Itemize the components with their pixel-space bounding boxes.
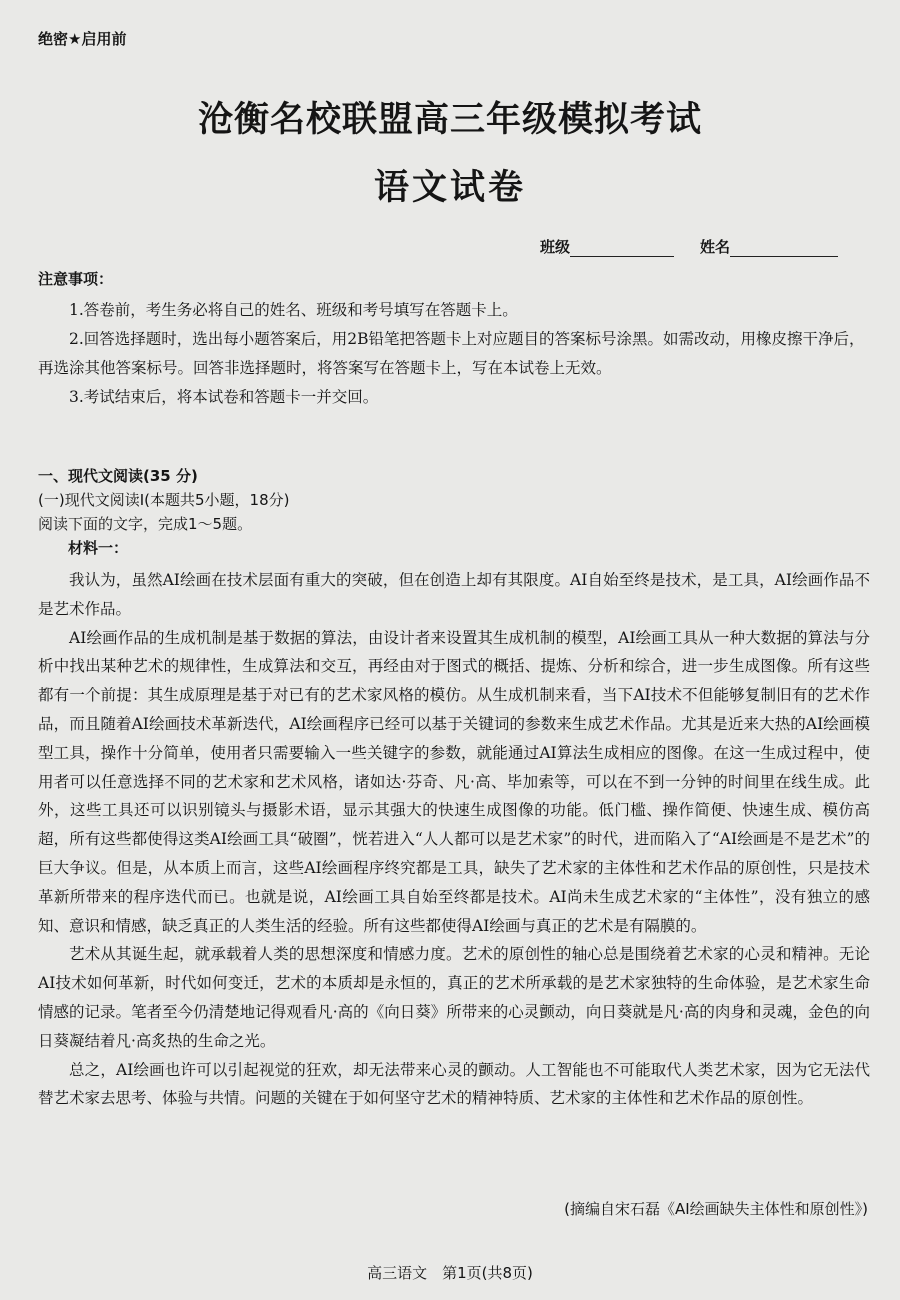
notice-list [38, 296, 868, 412]
notice-heading: 注意事项： [38, 270, 114, 288]
article-paragraph: AI绘画作品的生成机制是基于数据的算法，由设计者来设置其生成机制的模型，AI绘画工具从一种大数据的算法与分析中找出某种艺术的规律性，生成算法和交互，再经由对于图式的概括、提炼、分析和综合，进一步生成图像。所有这些都有一个前提：其生成原理是基于对已有的艺术家风格的模仿。从生成机制来看，当下AI技术不但能够复制旧有的艺术作品，而且随着AI绘画技术革新迭代，AI绘画程序已经可以基于关键词的参数来生成艺术作品。尤其是近来大热的AI绘画模型工具，操作十分简单，使用者只需要输入一些关键字的参数，就能通过AI算法生成相应的图像。在这一生成过程中，使用者可以任意选择不同的艺术家和艺术风格，诸如达·芬奇、凡·高、毕加索等，可以在不到一分钟的时间里在线生成。此外，这些工具还可以识别镜头与摄影术语，显示其强大的快速生成图像的功能。低门槛、操作简便、快速生成、模仿高超，所有这些都使得这类AI绘画工具“破圈”，恍若进入“人人都可以是艺术家”的时代，进而陷入了“AI绘画是不是艺术”的巨大争议。但是，从本质上而言，这些AI绘画程序终究都是工具，缺失了艺术家的主体性和艺术作品的原创性，只是技术革新所带来的程序迭代而已。也就是说，AI绘画工具自始至终都是技术。AI尚未生成艺术家的“主体性”，没有独立的感知、意识和情感，缺乏真正的人类生活的经验。所有这些都使得AI绘画与真正的艺术是有隔膜的。 [38, 628, 870, 935]
article-paragraph: 艺术从其诞生起，就承载着人类的思想深度和情感力度。艺术的原创性的轴心总是围绕着艺术家的心灵和精神。无论AI技术如何革新，时代如何变迁，艺术的本质却是永恒的，真正的艺术所承载的是艺术家独特的生命体验，是艺术家生命情感的记录。笔者至今仍清楚地记得观看凡·高的《向日葵》所带来的心灵颤动，向日葵就是凡·高的肉身和灵魂，金色的向日葵凝结着凡·高炙热的生命之光。 [38, 945, 870, 1050]
class-field[interactable] [540, 236, 674, 257]
material-label: 材料一： [68, 539, 129, 557]
section-subtitle: (一)现代文阅读Ⅰ(本题共5小题，18分) [38, 491, 290, 509]
page-footer: 高三语文 第1页(共8页) [367, 1264, 533, 1282]
notice-item: 2.回答选择题时，选出每小题答案后，用2B铅笔把答题卡上对应题目的答案标号涂黑。如需改动，用橡皮擦干净后，再选涂其他答案标号。回答非选择题时，将答案写在答题卡上，写在本试卷上无效。 [38, 330, 865, 377]
article-source: (摘编自宋石磊《AI绘画缺失主体性和原创性》) [564, 1200, 868, 1218]
name-label: 姓名 [700, 238, 731, 256]
exam-title: 沧衡名校联盟高三年级模拟考试 [197, 100, 702, 140]
secret-label: 绝密★启用前 [38, 30, 127, 48]
article-body [38, 566, 870, 1113]
class-blank[interactable] [570, 240, 674, 257]
notice-item: 1.答卷前，考生务必将自己的姓名、班级和考号填写在答题卡上。 [69, 301, 518, 319]
student-info-fields [540, 236, 838, 257]
exam-subtitle: 语文试卷 [373, 168, 526, 208]
section-title: 一、现代文阅读(35 分) [38, 467, 198, 485]
name-blank[interactable] [730, 240, 838, 257]
article-paragraph: 总之，AI绘画也许可以引起视觉的狂欢，却无法带来心灵的颤动。人工智能也不可能取代人类艺术家，因为它无法代替艺术家去思考、体验与共情。问题的关键在于如何坚守艺术的精神特质、艺术家的主体性和艺术作品的原创性。 [38, 1060, 870, 1108]
class-label: 班级 [540, 238, 571, 256]
notice-item: 3.考试结束后，将本试卷和答题卡一并交回。 [69, 388, 379, 406]
article-paragraph: 我认为，虽然AI绘画在技术层面有重大的突破，但在创造上却有其限度。AI自始至终是技术，是工具，AI绘画作品不是艺术作品。 [38, 571, 870, 618]
name-field[interactable] [700, 236, 838, 257]
section-instruction: 阅读下面的文字，完成1～5题。 [38, 515, 253, 533]
section-heading [38, 464, 868, 560]
